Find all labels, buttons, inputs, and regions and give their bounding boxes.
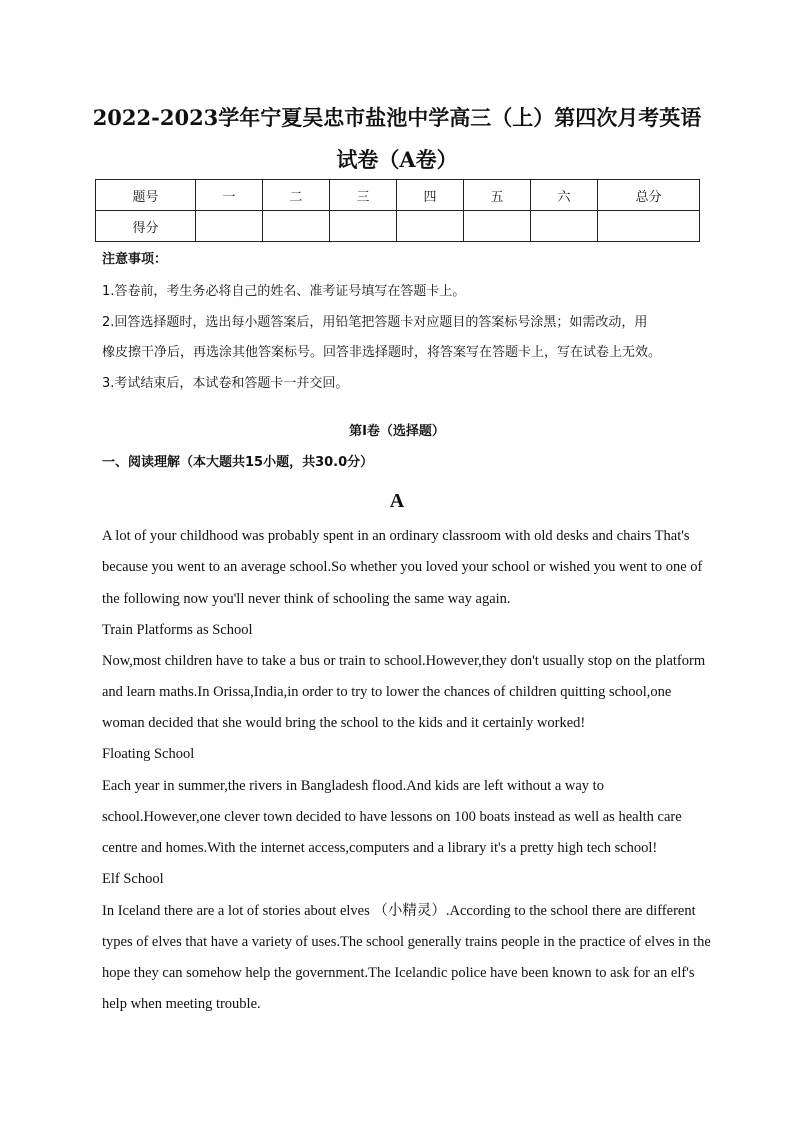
passage-heading-train-platforms: Train Platforms as School <box>102 622 253 638</box>
notice-heading: 注意事项： <box>102 252 168 267</box>
passage-paragraph-line: school.However,one clever town decided to have lessons on 100 boats instead as well as health care <box>102 809 682 825</box>
passage-paragraph-line: Each year in summer,the rivers in Bangladesh flood.And kids are left without a way to <box>102 778 604 794</box>
score-header-cell: 五 <box>464 180 531 211</box>
score-header-cell: 一 <box>196 180 263 211</box>
score-table-header-row <box>96 180 700 211</box>
part1-title: 第I卷（选择题） <box>349 424 445 439</box>
score-header-cell: 三 <box>330 180 397 211</box>
passage-paragraph-line: and learn maths.In Orissa,India,in order to try to lower the chances of children quitting school,one <box>102 684 672 700</box>
score-header-cell: 四 <box>397 180 464 211</box>
passage-heading-elf-school: Elf School <box>102 871 164 887</box>
passage-paragraph-line: Now,most children have to take a bus or train to school.However,they don't usually stop on the platform <box>102 653 706 669</box>
section-label-a: A <box>389 490 405 512</box>
score-cell <box>330 211 397 242</box>
score-cell <box>531 211 598 242</box>
score-cell <box>598 211 700 242</box>
passage-intro-line: the following now you'll never think of schooling the same way again. <box>102 591 511 607</box>
score-table <box>95 179 700 242</box>
passage-paragraph-line: woman decided that she would bring the school to the kids and it certainly worked! <box>102 715 586 731</box>
score-row-label: 得分 <box>96 211 196 242</box>
passage-intro-line: A lot of your childhood was probably spent in an ordinary classroom with old desks and chairs That's <box>102 528 690 544</box>
passage-paragraph-line: In Iceland there are a lot of stories about elves （小精灵）.According to the school there are different <box>102 903 696 919</box>
score-table-score-row <box>96 211 700 242</box>
score-cell <box>464 211 531 242</box>
notice-item-2-line-2: 橡皮擦干净后，再选涂其他答案标号。回答非选择题时，将答案写在答题卡上，写在试卷上无效。 <box>102 345 662 360</box>
passage-paragraph-line: centre and homes.With the internet access,computers and a library it's a pretty high tech school! <box>102 840 658 856</box>
notice-item-3: 3.考试结束后，本试卷和答题卡一并交回。 <box>102 376 349 391</box>
passage-paragraph-line: hope they can somehow help the government.The Icelandic police have been known to ask for an elf's <box>102 965 695 981</box>
score-header-cell: 二 <box>263 180 330 211</box>
passage-paragraph-line: types of elves that have a variety of uses.The school generally trains people in the practice of elves in the <box>102 934 711 950</box>
score-cell <box>196 211 263 242</box>
score-cell <box>263 211 330 242</box>
passage-intro-line: because you went to an average school.So whether you loved your school or wished you went to one of <box>102 559 703 575</box>
exam-title-line2: 试卷（A卷） <box>336 147 458 172</box>
passage-heading-floating-school: Floating School <box>102 746 195 762</box>
score-header-cell: 总分 <box>598 180 700 211</box>
score-header-cell: 六 <box>531 180 598 211</box>
notice-item-2-line-1: 2.回答选择题时，选出每小题答案后，用铅笔把答题卡对应题目的答案标号涂黑；如需改动，用 <box>102 315 648 330</box>
notice-item-1: 1.答卷前，考生务必将自己的姓名、准考证号填写在答题卡上。 <box>102 284 466 299</box>
score-cell <box>397 211 464 242</box>
passage-paragraph-line: help when meeting trouble. <box>102 996 261 1012</box>
score-header-cell: 题号 <box>96 180 196 211</box>
exam-title-line1: 2022-2023学年宁夏吴忠市盐池中学高三（上）第四次月考英语 <box>92 105 702 130</box>
section1-heading: 一、阅读理解（本大题共15小题，共30.0分） <box>102 455 374 470</box>
